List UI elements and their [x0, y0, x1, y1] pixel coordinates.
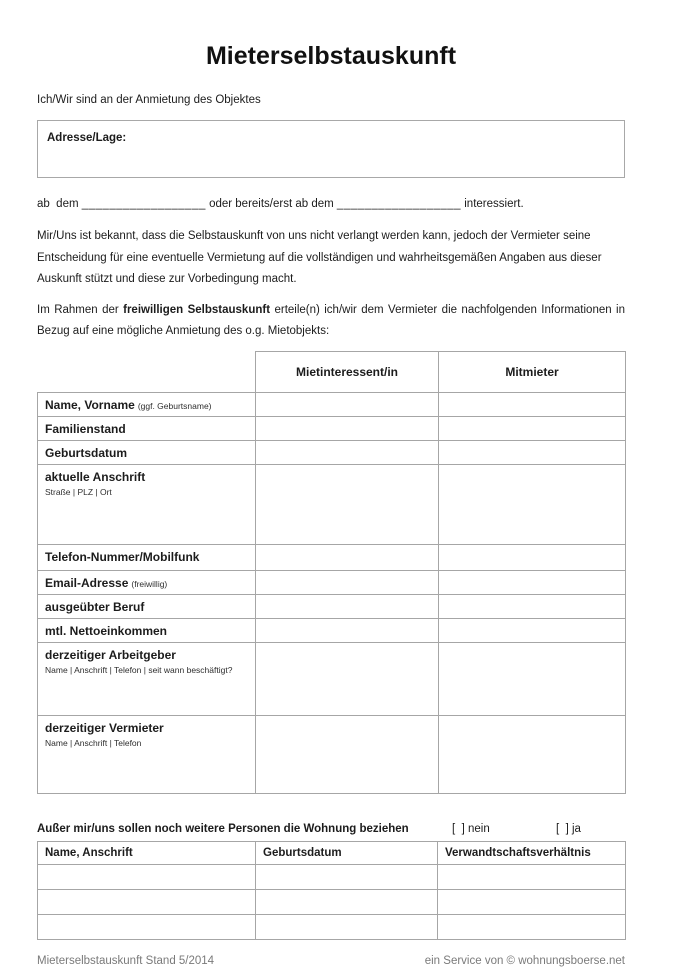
row-label-cell	[38, 416, 256, 440]
input-cell-verwandtschaft[interactable]	[438, 864, 626, 889]
column-header-geburtsdatum: Geburtsdatum	[256, 841, 438, 864]
input-cell-mietinteressent[interactable]	[256, 440, 439, 464]
input-cell-name-anschrift[interactable]	[38, 914, 256, 939]
row-label-cell	[38, 594, 256, 618]
input-cell-mitmieter[interactable]	[439, 392, 626, 416]
additional-persons-line	[37, 823, 625, 839]
input-cell-mietinteressent[interactable]	[256, 416, 439, 440]
input-cell-geburtsdatum[interactable]	[256, 889, 438, 914]
voluntary-paragraph	[37, 300, 625, 343]
disclosure-paragraph: Mir/Uns ist bekannt, dass die Selbstauskunft von uns nicht verlangt werden kann, jedoch der Vermieter seine Entscheidung für eine eventuelle Vermietung auf die vollständigen und wahrheitsgemäßen Angaben aus dieser Auskunft stützt und diese zur Vorbedingung macht.	[37, 230, 602, 285]
row-label-cell	[38, 618, 256, 642]
input-cell-mitmieter[interactable]	[439, 464, 626, 544]
input-cell-mitmieter[interactable]	[439, 642, 626, 715]
row-label: Telefon-Nummer/Mobilfunk	[45, 549, 200, 564]
page-footer	[37, 955, 625, 967]
date-blank-1[interactable]: __________________	[81, 198, 206, 210]
date-blank-2[interactable]: __________________	[336, 198, 462, 210]
row-sublabel: Name | Anschrift | Telefon | seit wann beschäftigt?	[45, 664, 233, 675]
table-row	[38, 416, 626, 440]
persons-empty-row	[38, 889, 626, 914]
row-label-cell	[38, 642, 256, 715]
persons-header-row	[38, 841, 626, 864]
table-row	[38, 594, 626, 618]
row-label: Familienstand	[45, 421, 126, 436]
footer-version-text: Mieterselbstauskunft Stand 5/2014	[37, 954, 215, 967]
checkbox-ja[interactable]: [ ] ja	[556, 822, 581, 835]
address-label: Adresse/Lage:	[47, 132, 127, 144]
header-spacer-cell	[38, 351, 256, 392]
input-cell-mitmieter[interactable]	[439, 570, 626, 594]
table-row	[38, 464, 626, 544]
row-label: derzeitiger Arbeitgeber	[45, 647, 176, 662]
table-row	[38, 544, 626, 570]
row-label-cell	[38, 570, 256, 594]
input-cell-mitmieter[interactable]	[439, 618, 626, 642]
input-cell-mietinteressent[interactable]	[256, 464, 439, 544]
persons-empty-row	[38, 914, 626, 939]
applicant-info-table	[37, 351, 626, 794]
date-line-part3: interessiert.	[461, 198, 524, 210]
row-label: aktuelle Anschrift	[45, 469, 146, 484]
table-row	[38, 570, 626, 594]
date-line-part2: oder bereits/erst ab dem	[205, 198, 337, 210]
input-cell-mitmieter[interactable]	[439, 594, 626, 618]
row-label-cell	[38, 392, 256, 416]
row-sublabel: (ggf. Geburtsname)	[137, 400, 212, 411]
additional-persons-question: Außer mir/uns sollen noch weitere Personen die Wohnung beziehen	[37, 822, 409, 835]
date-line	[37, 198, 625, 210]
persons-empty-row	[38, 864, 626, 889]
table-header-row	[38, 351, 626, 392]
row-label: Geburtsdatum	[45, 445, 128, 460]
input-cell-name-anschrift[interactable]	[38, 864, 256, 889]
column-header-mietinteressent: Mietinteressent/in	[256, 351, 439, 392]
row-label: Email-Adresse	[45, 575, 129, 590]
additional-persons-table	[37, 841, 626, 940]
row-label-cell	[38, 440, 256, 464]
input-cell-mitmieter[interactable]	[439, 544, 626, 570]
input-cell-mietinteressent[interactable]	[256, 392, 439, 416]
column-header-verwandtschaft: Verwandtschaftsverhältnis	[438, 841, 626, 864]
table-row	[38, 392, 626, 416]
row-sublabel: (freiwillig)	[131, 578, 168, 589]
input-cell-mitmieter[interactable]	[439, 715, 626, 793]
table-row	[38, 642, 626, 715]
date-line-part1: ab dem	[37, 198, 82, 210]
input-cell-mitmieter[interactable]	[439, 440, 626, 464]
row-label-cell	[38, 544, 256, 570]
voluntary-paragraph-post: erteile(n) ich/wir dem Vermieter die nachfolgenden Informationen in Bezug auf eine mögliche Anmietung des o.g. Mietobjekts:	[37, 303, 625, 337]
row-sublabel: Straße | PLZ | Ort	[45, 486, 112, 497]
voluntary-paragraph-bold: freiwilligen Selbstauskunft	[123, 303, 271, 316]
voluntary-paragraph-pre: Im Rahmen der	[37, 303, 124, 316]
footer-service-text: ein Service von © wohnungsboerse.net	[424, 954, 625, 967]
row-label-cell	[38, 715, 256, 793]
checkbox-nein[interactable]: [ ] nein	[452, 822, 490, 835]
input-cell-mietinteressent[interactable]	[256, 594, 439, 618]
table-row	[38, 715, 626, 793]
input-cell-mietinteressent[interactable]	[256, 618, 439, 642]
input-cell-verwandtschaft[interactable]	[438, 889, 626, 914]
row-label: derzeitiger Vermieter	[45, 720, 164, 735]
input-cell-verwandtschaft[interactable]	[438, 914, 626, 939]
intro-text: Ich/Wir sind an der Anmietung des Objektes	[37, 94, 261, 106]
input-cell-geburtsdatum[interactable]	[256, 914, 438, 939]
column-header-mitmieter: Mitmieter	[439, 351, 626, 392]
column-header-name-anschrift: Name, Anschrift	[38, 841, 256, 864]
address-box[interactable]	[37, 120, 625, 178]
input-cell-mitmieter[interactable]	[439, 416, 626, 440]
row-label: Name, Vorname	[45, 397, 135, 412]
table-row	[38, 618, 626, 642]
page-title: Mieterselbstauskunft	[205, 42, 457, 70]
input-cell-mietinteressent[interactable]	[256, 715, 439, 793]
input-cell-mietinteressent[interactable]	[256, 544, 439, 570]
table-row	[38, 440, 626, 464]
row-label-cell	[38, 464, 256, 544]
row-label: ausgeübter Beruf	[45, 599, 145, 614]
row-label: mtl. Nettoeinkommen	[45, 623, 168, 638]
row-sublabel: Name | Anschrift | Telefon	[45, 737, 142, 748]
input-cell-mietinteressent[interactable]	[256, 642, 439, 715]
input-cell-mietinteressent[interactable]	[256, 570, 439, 594]
input-cell-geburtsdatum[interactable]	[256, 864, 438, 889]
input-cell-name-anschrift[interactable]	[38, 889, 256, 914]
